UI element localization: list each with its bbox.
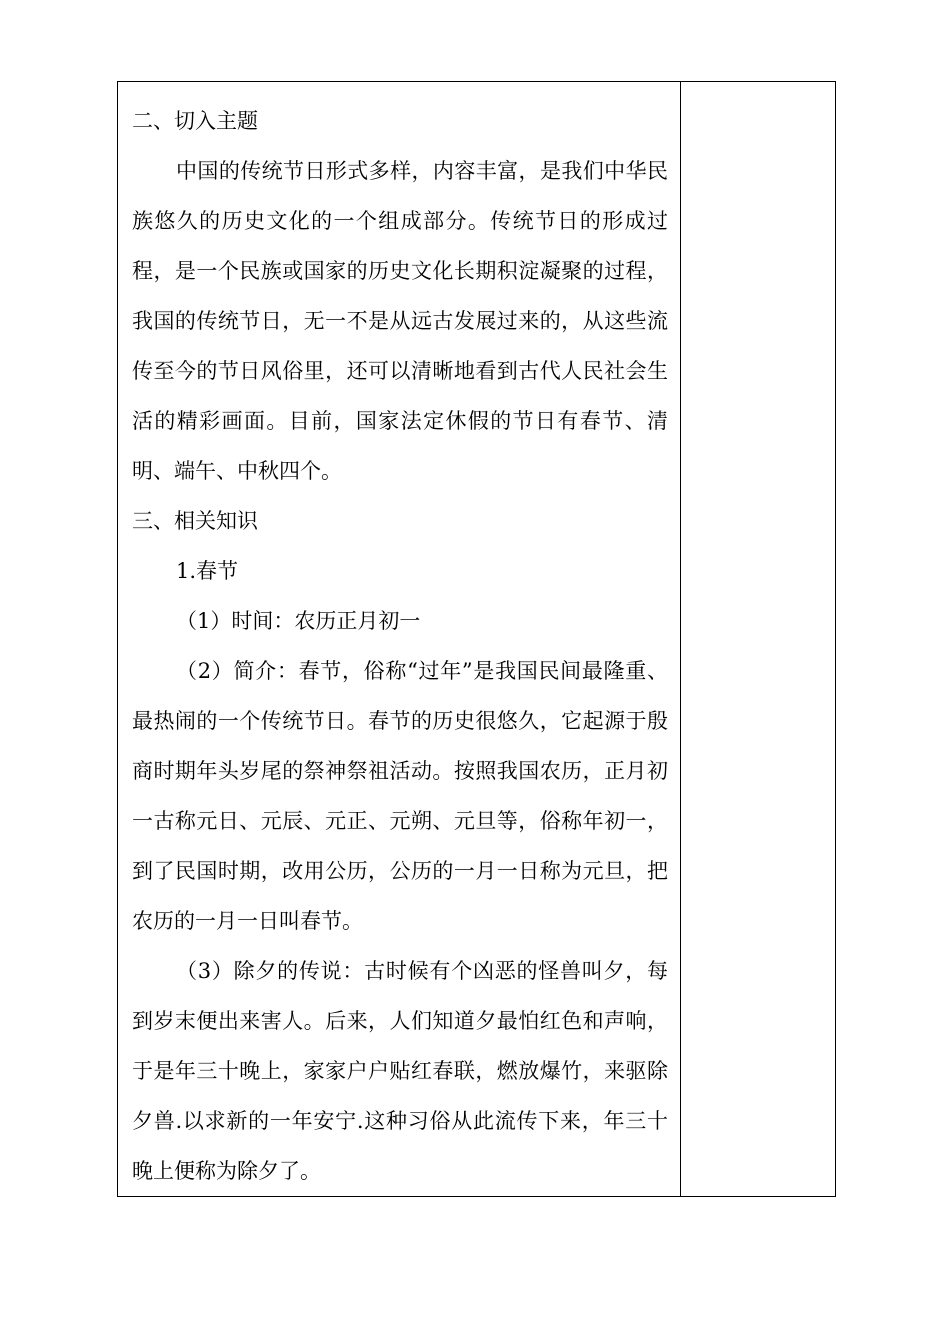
spring-festival-subheading: 1.春节: [176, 559, 239, 583]
spring-festival-intro: （2）简介：春节，俗称“过年”是我国民间最隆重、最热闹的一个传统节日。春节的历史很悠久，它起源于殷商时期年头岁尾的祭神祭祖活动。按照我国农历，正月初一古称元日、元辰、元正、元朔、元旦等，俗称年初一，到了民国时期，改用公历，公历的一月一日称为元旦，把农历的一月一日叫春节。: [132, 659, 668, 933]
notes-cell: [681, 82, 836, 1197]
table-row: [118, 82, 836, 1197]
section-2-heading: 二、切入主题: [132, 109, 258, 133]
new-years-eve-legend: （3）除夕的传说：古时候有个凶恶的怪兽叫夕，每到岁末便出来害人。后来，人们知道夕最怕红色和声响，于是年三十晚上，家家户户贴红春联，燃放爆竹，来驱除夕兽.以求新的一年安宁.这种习俗从此流传下来，年三十晚上便称为除夕了。: [132, 959, 668, 1183]
lesson-plan-table: [117, 81, 836, 1197]
lesson-content: [118, 82, 680, 1196]
main-content-cell: [118, 82, 681, 1197]
section-2-paragraph: 中国的传统节日形式多样，内容丰富，是我们中华民族悠久的历史文化的一个组成部分。传统节日的形成过程，是一个民族或国家的历史文化长期积淀凝聚的过程，我国的传统节日，无一不是从远古发展过来的，从这些流传至今的节日风俗里，还可以清晰地看到古代人民社会生活的精彩画面。目前，国家法定休假的节日有春节、清明、端午、中秋四个。: [132, 159, 668, 483]
spring-festival-time: （1）时间：农历正月初一: [176, 609, 421, 633]
section-3-heading: 三、相关知识: [132, 509, 258, 533]
